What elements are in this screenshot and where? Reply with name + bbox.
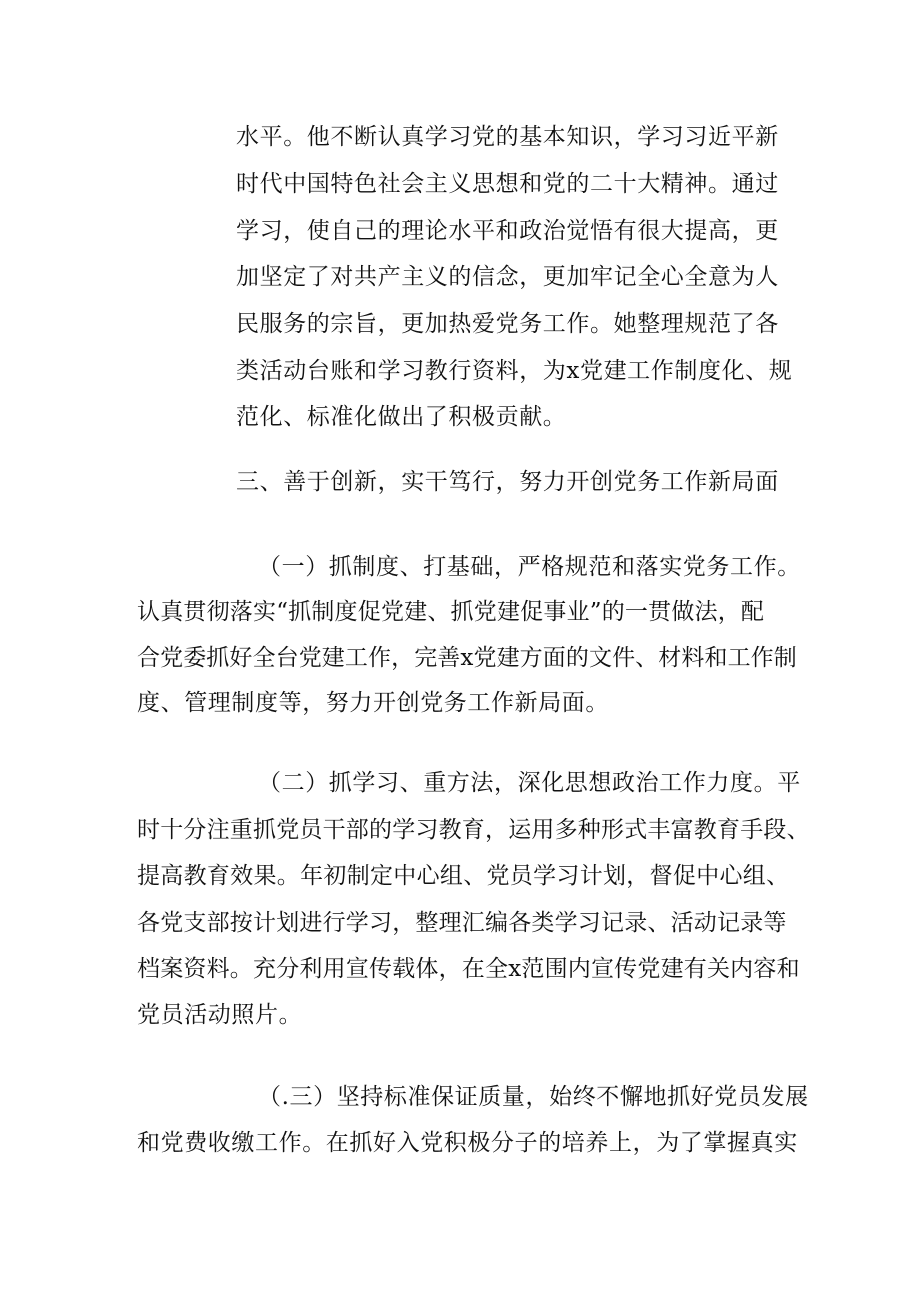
paragraph-line: 时十分注重抓党员干部的学习教育，运用多种形式丰富教育手段、 <box>137 817 810 843</box>
paragraph-line: 类活动台账和学习教行资料，为x党建工作制度化、规 <box>236 358 793 384</box>
paragraph-line: 认真贯彻落实“抓制度促党建、抓党建促事业”的一贯做法，配 <box>137 599 765 625</box>
paragraph-line: 水平。他不断认真学习党的基本知识，学习习近平新 <box>236 124 779 150</box>
paragraph-line: （二）抓学习、重方法，深化思想政治工作力度。平 <box>258 770 801 796</box>
paragraph-line: 范化、标准化做出了积极贡献。 <box>236 404 567 430</box>
paragraph-line: 档案资料。充分利用宣传载体，在全x范围内宣传党建有关内容和 <box>137 956 800 982</box>
paragraph-line: 学习，使自己的理论水平和政治觉悟有很大提高，更 <box>236 218 779 244</box>
section-heading: 三、善于创新，实干笃行，努力开创党务工作新局面 <box>236 469 779 495</box>
paragraph-line: 各党支部按计划进行学习，整理汇编各类学习记录、活动记录等 <box>137 910 787 936</box>
paragraph-line: 加坚定了对共产主义的信念，更加牢记全心全意为人 <box>236 264 779 290</box>
paragraph-line: 党员活动照片。 <box>137 1002 303 1028</box>
paragraph-line: （.三）坚持标准保证质量，始终不懈地抓好党员发展 <box>258 1084 809 1110</box>
paragraph-line: 民服务的宗旨，更加热爱党务工作。她整理规范了各 <box>236 311 779 337</box>
paragraph-line: 提高教育效果。年初制定中心组、党员学习计划，督促中心组、 <box>137 863 790 889</box>
paragraph-line: 时代中国特色社会主义思想和党的二十大精神。通过 <box>236 171 779 197</box>
paragraph-line: 度、管理制度等，努力开创党务工作新局面。 <box>137 690 609 716</box>
paragraph-line: （一）抓制度、打基础，严格规范和落实党务工作。 <box>258 554 801 580</box>
paragraph-line: 合党委抓好全台党建工作，完善x党建方面的文件、材料和工作制 <box>137 645 797 671</box>
paragraph-line: 和党费收缴工作。在抓好入党积极分子的培养上，为了掌握真实 <box>137 1130 798 1156</box>
